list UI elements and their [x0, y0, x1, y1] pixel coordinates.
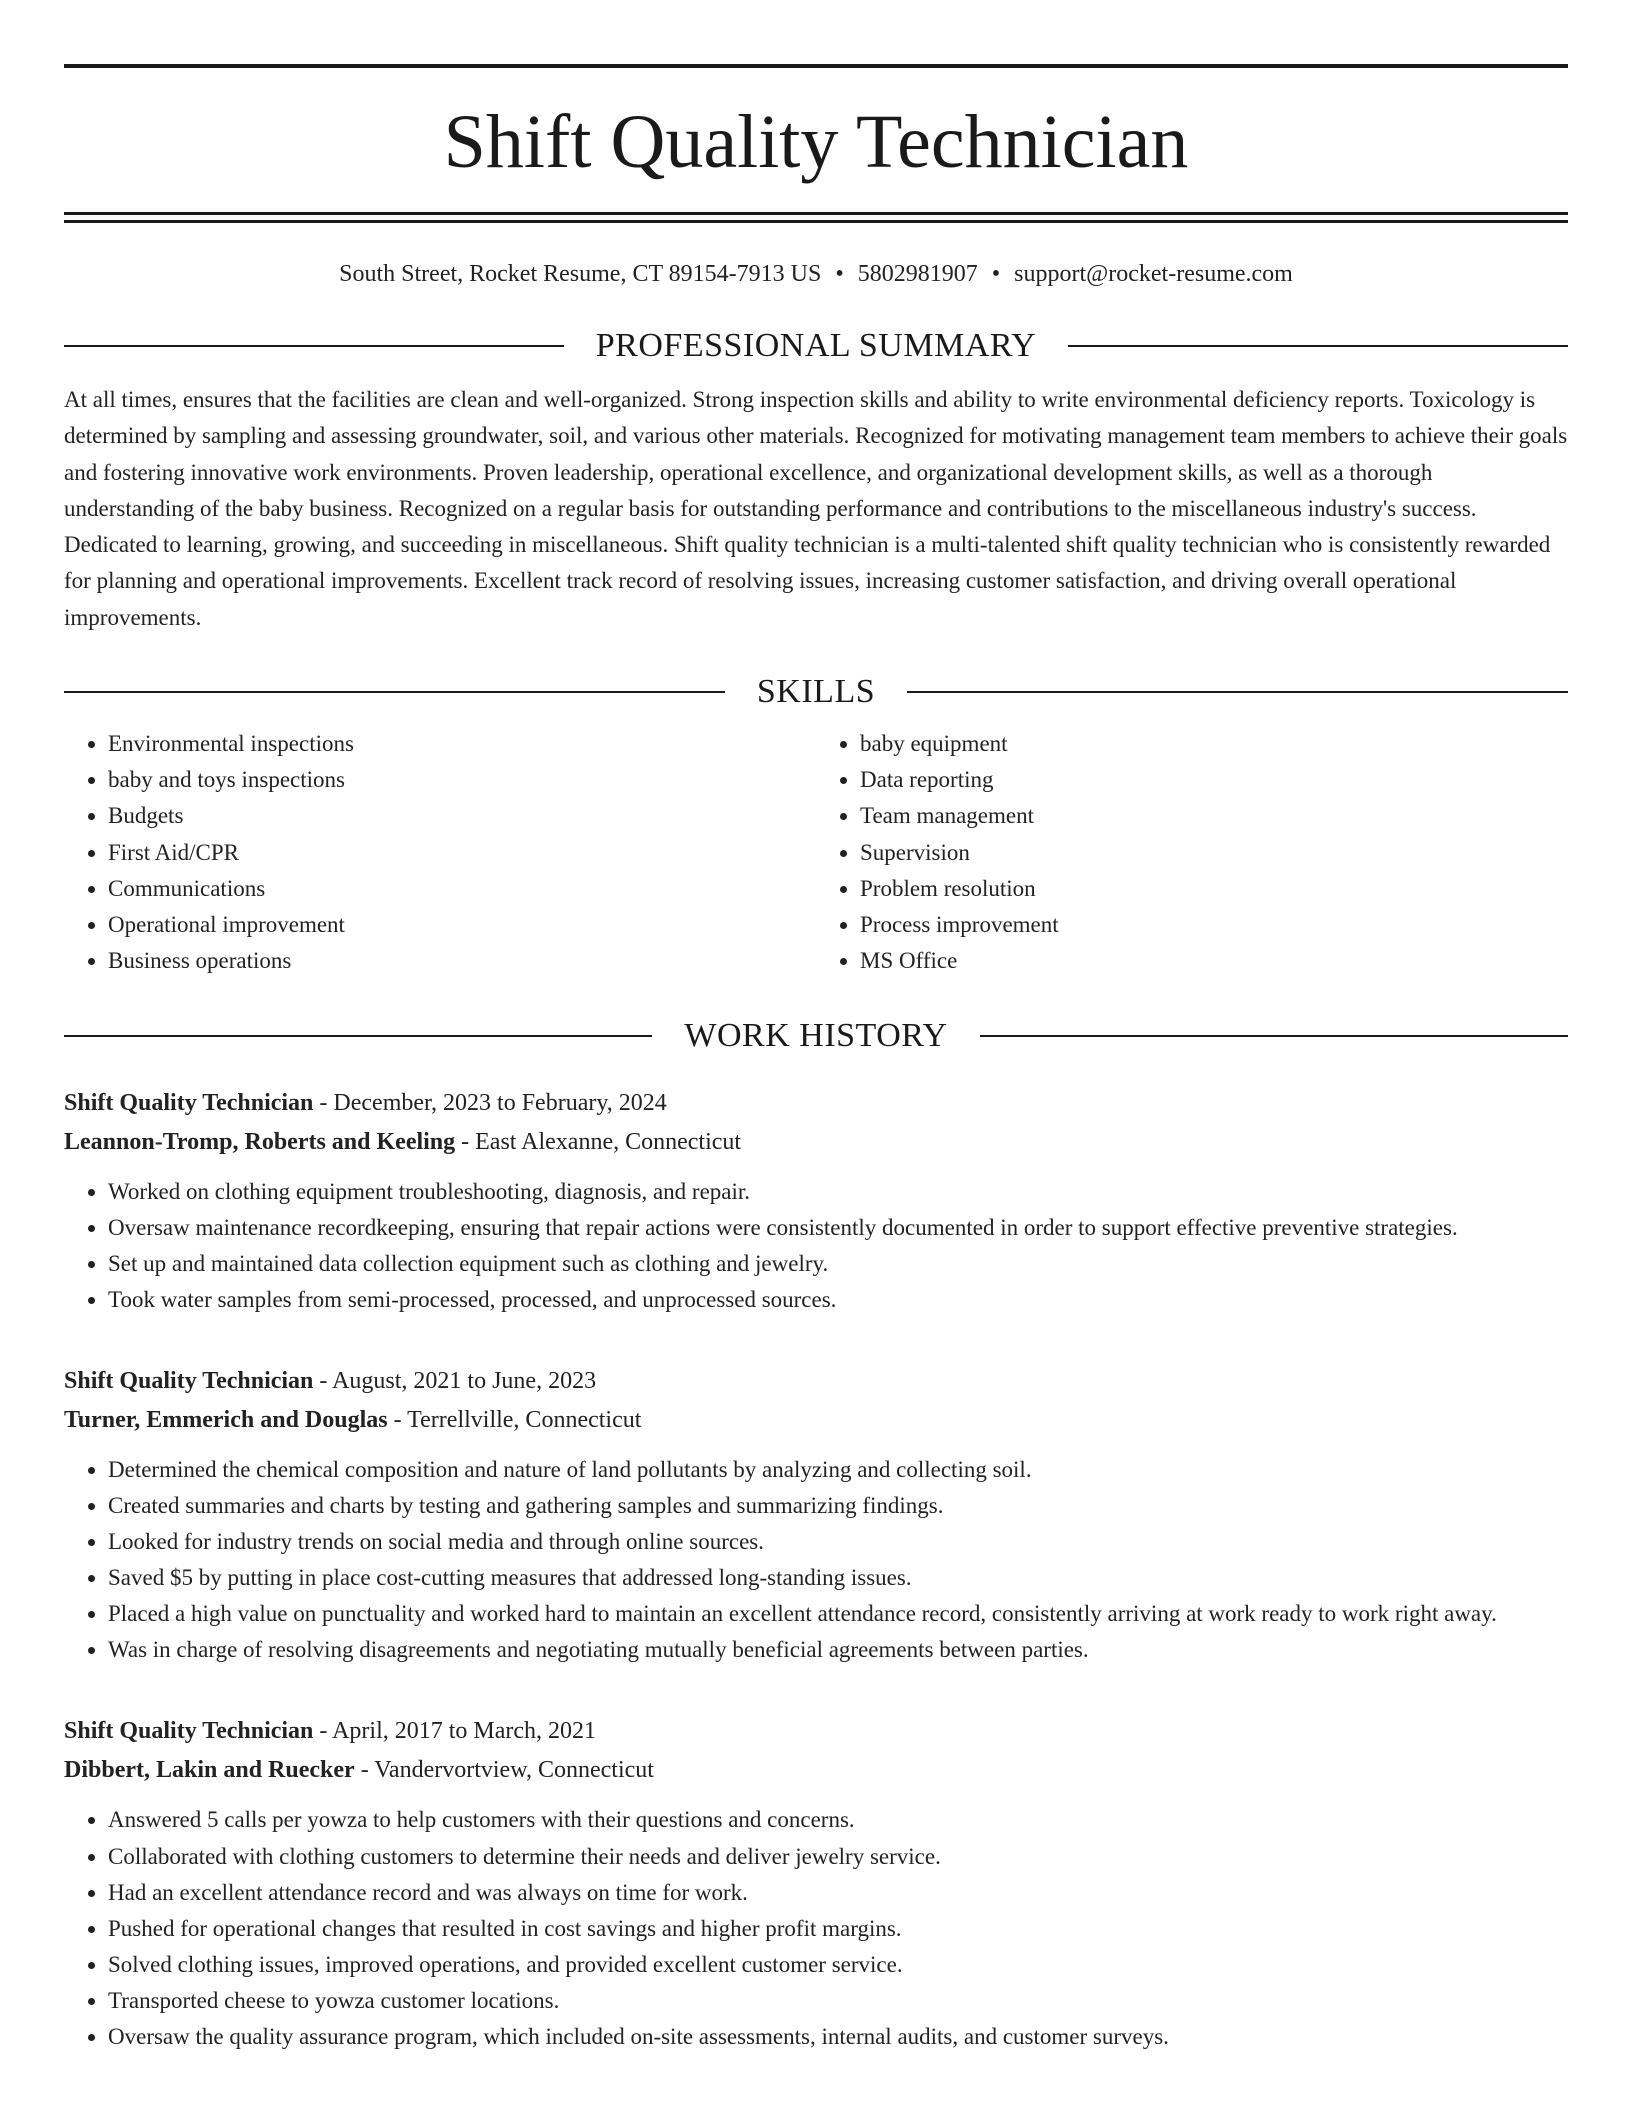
job-bullet: • Answered 5 calls per yowza to help customers with their questions and concerns. [108, 1802, 1568, 1838]
job-bullet: • Looked for industry trends on social media and through online sources. [108, 1524, 1568, 1560]
job-location: - Vandervortview, Connecticut [354, 1757, 654, 1784]
job-company-line [64, 1401, 1568, 1440]
job-bullet: • Saved $5 by putting in place cost-cutting measures that addressed long-standing issues. [108, 1560, 1568, 1596]
skill-item: • Team management [860, 798, 1568, 834]
contact-email[interactable]: support@rocket-resume.com [1014, 261, 1293, 287]
job-title-line [64, 1712, 1568, 1751]
resume-page [64, 0, 1568, 2055]
job-company: Leannon-Tromp, Roberts and Keeling [64, 1128, 456, 1155]
skill-item: • First Aid/CPR [108, 835, 816, 871]
skill-item: • baby and toys inspections [108, 762, 816, 798]
job-title-line [64, 1362, 1568, 1401]
contact-line [64, 258, 1568, 290]
job-bullet: • Created summaries and charts by testing and gathering samples and summarizing findings. [108, 1488, 1568, 1524]
top-rule [64, 64, 1568, 68]
skill-item: • Environmental inspections [108, 726, 816, 762]
skill-item: • baby equipment [860, 726, 1568, 762]
heading-rule [980, 1035, 1568, 1037]
job-title: Shift Quality Technician [64, 1089, 314, 1116]
job-bullet: • Placed a high value on punctuality and worked hard to maintain an excellent attendance record, consistently arriving at work ready to work right away. [108, 1596, 1568, 1632]
job-title: Shift Quality Technician [64, 1367, 314, 1394]
skill-item: • Budgets [108, 798, 816, 834]
job-bullets [64, 1802, 1568, 2055]
summary-text: At all times, ensures that the facilities are clean and well-organized. Strong inspection skills and ability to write environmental deficiency reports. Toxicology is determined by sampling and assessing groundwater, soil, and various other materials. Recognized for motivating management team members to achieve their goals and fostering innovative work environments. Proven leadership, operational excellence, and organizational development skills, as well as a thorough understanding of the baby business. Recognized on a regular basis for outstanding performance and contributions to the miscellaneous industry's success. Dedicated to learning, growing, and succeeding in miscellaneous. Shift quality technician is a multi-talented shift quality technician who is consistently rewarded for planning and operational improvements. Excellent track record of resolving issues, increasing customer satisfaction, and driving overall operational improvements. [64, 387, 1568, 630]
resume-name: Shift Quality Technician [443, 100, 1189, 184]
skill-item: • Operational improvement [108, 907, 816, 943]
heading-rule [64, 1035, 652, 1037]
skill-item: • Data reporting [860, 762, 1568, 798]
job-company: Turner, Emmerich and Douglas [64, 1406, 388, 1433]
skill-item: • Problem resolution [860, 871, 1568, 907]
job-bullet: • Had an excellent attendance record and was always on time for work. [108, 1875, 1568, 1911]
job-title: Shift Quality Technician [64, 1718, 314, 1745]
heading-rule [64, 345, 564, 347]
heading-rule [64, 691, 725, 693]
job-dates: - April, 2017 to March, 2021 [313, 1718, 597, 1745]
job-dates: - December, 2023 to February, 2024 [313, 1089, 667, 1116]
job-bullet: • Solved clothing issues, improved operations, and provided excellent customer service. [108, 1947, 1568, 1983]
job-company-line [64, 1751, 1568, 1790]
heading-rule [907, 691, 1568, 693]
job-bullets [64, 1174, 1568, 1318]
job-location: - Terrellville, Connecticut [387, 1406, 642, 1433]
job-entry [64, 1084, 1568, 1318]
section-heading-summary [64, 324, 1568, 368]
job-dates: - August, 2021 to June, 2023 [313, 1367, 597, 1394]
skills-column-right [816, 726, 1568, 979]
section-title: PROFESSIONAL SUMMARY [595, 327, 1037, 364]
skill-item: • Supervision [860, 835, 1568, 871]
skill-item: • MS Office [860, 943, 1568, 979]
skills-list [64, 726, 1568, 979]
contact-separator: • [991, 261, 1001, 287]
job-bullets [64, 1452, 1568, 1669]
job-entry [64, 1362, 1568, 1669]
section-title: SKILLS [756, 673, 876, 711]
heading-rule [1068, 345, 1568, 347]
section-heading-work-history [64, 1014, 1568, 1058]
job-bullet: • Set up and maintained data collection equipment such as clothing and jewelry. [108, 1246, 1568, 1282]
job-entry [64, 1712, 1568, 2055]
job-bullet: • Worked on clothing equipment troubleshooting, diagnosis, and repair. [108, 1174, 1568, 1210]
skill-item: • Business operations [108, 943, 816, 979]
job-bullet: • Determined the chemical composition and nature of land pollutants by analyzing and collecting soil. [108, 1452, 1568, 1488]
skills-column-left [64, 726, 816, 979]
contact-separator: • [835, 261, 844, 287]
contact-phone: 5802981907 [857, 261, 978, 287]
job-bullet: • Took water samples from semi-processed, processed, and unprocessed sources. [108, 1282, 1568, 1318]
skill-item: • Process improvement [860, 907, 1568, 943]
skill-item: • Communications [108, 871, 816, 907]
contact-address: South Street, Rocket Resume, CT 89154-7913 US [339, 261, 822, 287]
job-bullet: • Collaborated with clothing customers to determine their needs and deliver jewelry service. [108, 1839, 1568, 1875]
job-bullet: • Transported cheese to yowza customer locations. [108, 1983, 1568, 2019]
header-double-rule [64, 212, 1568, 223]
section-title: WORK HISTORY [684, 1016, 948, 1054]
job-bullet: • Oversaw the quality assurance program, which included on-site assessments, internal audits, and customer surveys. [108, 2019, 1568, 2055]
job-company-line [64, 1123, 1568, 1162]
job-company: Dibbert, Lakin and Ruecker [64, 1757, 355, 1784]
job-bullet: • Oversaw maintenance recordkeeping, ensuring that repair actions were consistently documented in order to support effective preventive strategies. [108, 1210, 1568, 1246]
job-location: - East Alexanne, Connecticut [455, 1128, 742, 1155]
job-bullet: • Pushed for operational changes that resulted in cost savings and higher profit margins. [108, 1911, 1568, 1947]
job-title-line [64, 1084, 1568, 1123]
section-heading-skills [64, 670, 1568, 714]
job-bullet: • Was in charge of resolving disagreements and negotiating mutually beneficial agreements between parties. [108, 1632, 1568, 1668]
